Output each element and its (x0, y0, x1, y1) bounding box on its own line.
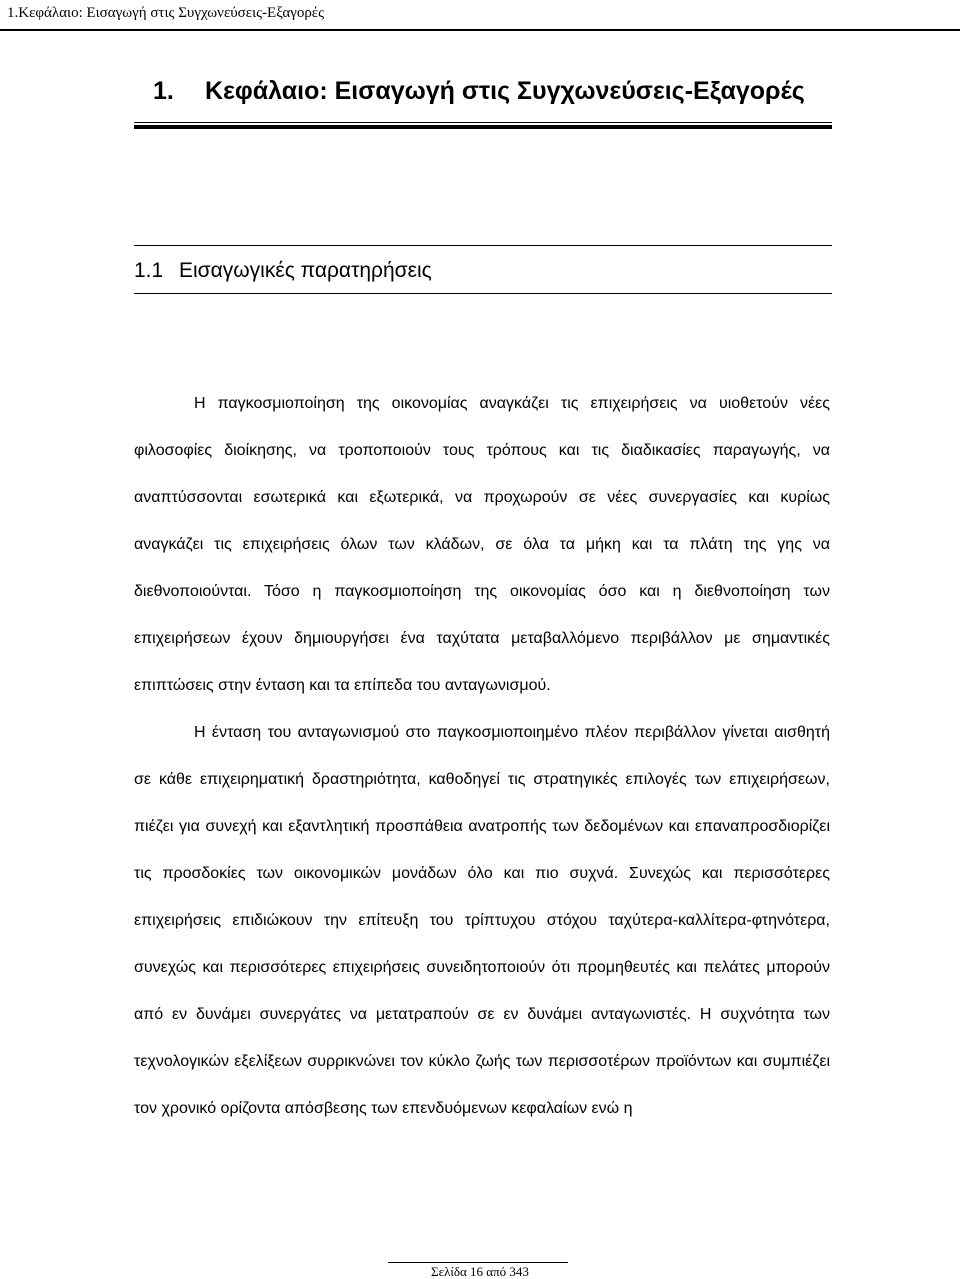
running-header: 1.Κεφάλαιο: Εισαγωγή στις Συγχωνεύσεις-Εξαγορές (7, 5, 325, 21)
header-rule (0, 29, 960, 31)
chapter-rule-thick (134, 125, 832, 129)
section-title-text: Εισαγωγικές παρατηρήσεις (179, 259, 432, 282)
chapter-rule-thin (134, 122, 832, 123)
section-rule-top (134, 245, 832, 246)
chapter-number: 1. (153, 77, 174, 105)
section-rule-bottom (134, 293, 832, 294)
body-text (134, 380, 830, 1132)
chapter-title-text: Κεφάλαιο: Εισαγωγή στις Συγχωνεύσεις-Εξαγορές (205, 77, 805, 105)
paragraph-2: Η ένταση του ανταγωνισμού στο παγκοσμιοποιημένο πλέον περιβάλλον γίνεται αισθητή σε κάθε επιχειρηματική δραστηριότητα, καθοδηγεί τις στρατηγικές επιλογές των επιχειρήσεων, πιέζει για συνεχή και εξαντλητική προσπάθεια ανατροπής των δεδομένων και επαναπροσδιορίζει τις προσδοκίες των οικονομικών μονάδων όλο και πιο συχνά. Συνεχώς και περισσότερες επιχειρήσεις επιδιώκουν την επίτευξη του τρίπτυχου στόχου ταχύτερα-καλλίτερα-φτηνότερα, συνεχώς και περισσότερες επιχειρήσεις συνειδητοποιούν ότι προμηθευτές και πελάτες μπορούν από εν δυνάμει συνεργάτες να μετατραπούν σε εν δυνάμει ανταγωνιστές. Η συχνότητα των τεχνολογικών εξελίξεων συρρικνώνει τον κύκλο ζωής των περισσοτέρων προϊόντων και συμπιέζει τον χρονικό ορίζοντα απόσβεσης των επενδυόμενων κεφαλαίων ενώ η (134, 724, 830, 1117)
paragraph-1: Η παγκοσμιοποίηση της οικονομίας αναγκάζει τις επιχειρήσεις να υιοθετούν νέες φιλοσοφίες διοίκησης, να τροποποιούν τους τρόπους και τις διαδικασίες παραγωγής, να αναπτύσσονται εσωτερικά και εξωτερικά, να προχωρούν σε νέες συνεργασίες και κυρίως αναγκάζει τις επιχειρήσεις όλων των κλάδων, σε όλα τα μήκη και τα πλάτη της γης να διεθνοποιούνται. Τόσο η παγκοσμιοποίηση της οικονομίας όσο και η διεθνοποίηση των επιχειρήσεων έχουν δημιουργήσει ένα ταχύτατα μεταβαλλόμενο περιβάλλον με σημαντικές επιπτώσεις στην ένταση και τα επίπεδα του ανταγωνισμού. (134, 395, 830, 694)
page-footer: Σελίδα 16 από 343 (431, 1264, 529, 1279)
footer-rule (388, 1262, 568, 1263)
section-title (134, 257, 432, 285)
chapter-title (153, 76, 805, 106)
section-number: 1.1 (134, 259, 164, 282)
